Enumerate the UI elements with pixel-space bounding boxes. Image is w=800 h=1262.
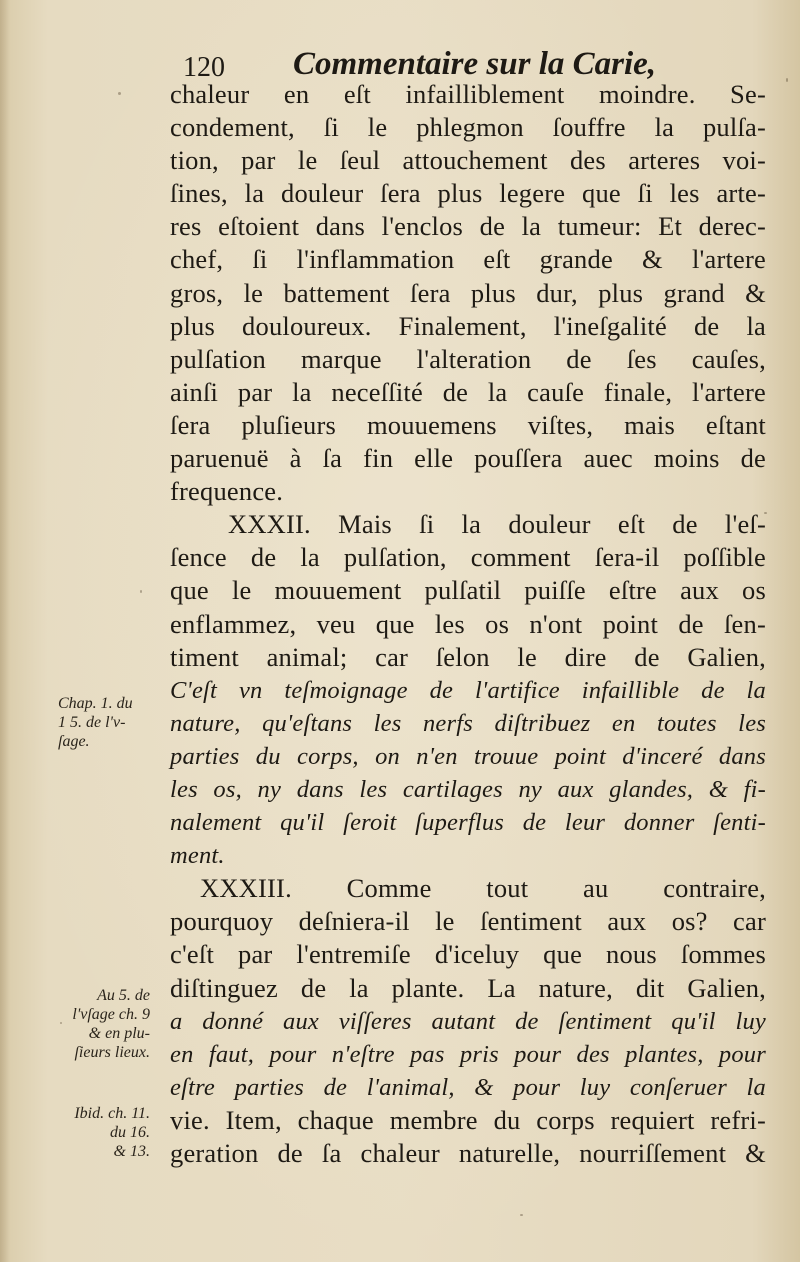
margin-note-line: Chap. 1. du bbox=[58, 695, 133, 712]
margin-note-usage-ch9 bbox=[40, 986, 150, 1062]
quotation-line: a donné aux viſſeres autant de ſentiment qu'il luy bbox=[170, 1007, 766, 1035]
margin-note-ibid bbox=[38, 1104, 150, 1161]
margin-note-galien-usage bbox=[58, 694, 133, 751]
page-number: 120 bbox=[183, 52, 225, 83]
text-line: frequence. bbox=[170, 476, 284, 507]
margin-note-line: Au 5. de bbox=[97, 987, 150, 1004]
text-line: ainſi par la neceſſité de la cauſe finale, l'artere bbox=[170, 376, 766, 407]
running-title: Commentaire sur la Carie, bbox=[293, 46, 657, 82]
quotation-line: ment. bbox=[170, 842, 225, 870]
text-line: plus douloureux. Finalement, l'ineſgalité de la bbox=[170, 310, 766, 341]
quotation-line: nature, qu'eſtans les nerfs diſtribuez en toutes les bbox=[170, 709, 766, 737]
margin-note-line: du 16. bbox=[110, 1124, 150, 1141]
margin-note-line: & 13. bbox=[113, 1143, 150, 1160]
margin-note-line: 1 5. de l'v- bbox=[58, 714, 126, 731]
paper-speck bbox=[520, 1214, 523, 1216]
text-line: vie. Item, chaque membre du corps requiert refri- bbox=[170, 1104, 766, 1135]
quotation-line: C'eſt vn teſmoignage de l'artifice infaillible de la bbox=[170, 676, 766, 704]
text-line: chaleur en eſt infailliblement moindre. Se- bbox=[170, 79, 766, 109]
text-line: gros, le battement ſera plus dur, plus grand & bbox=[170, 277, 766, 308]
quotation-line: nalement qu'il ſeroit ſuperflus de leur donner ſenti- bbox=[170, 809, 766, 837]
text-line: c'eſt par l'entremiſe d'iceluy que nous ſommes bbox=[170, 939, 766, 970]
text-line: geration de ſa chaleur naturelle, nourriſſement & bbox=[170, 1138, 766, 1168]
paper-speck bbox=[118, 92, 121, 95]
margin-note-line: Ibid. ch. 11. bbox=[74, 1105, 150, 1122]
quotation-line: parties du corps, on n'en trouue point d'inceré dans bbox=[170, 742, 766, 770]
text-line: chef, ſi l'inflammation eſt grande & l'artere bbox=[170, 244, 766, 275]
paper-speck bbox=[786, 78, 788, 82]
text-line: pourquoy deſniera-il le ſentiment aux os? car bbox=[170, 906, 766, 937]
text-line: ſence de la pulſation, comment ſera-il poſſible bbox=[170, 542, 766, 573]
text-line: timent animal; car ſelon le dire de Galien, bbox=[170, 641, 766, 672]
paper-speck bbox=[764, 512, 767, 514]
text-line: enflammez, veu que les os n'ont point de ſen- bbox=[170, 608, 766, 639]
quotation-line: les os, ny dans les cartilages ny aux glandes, & fi- bbox=[170, 775, 766, 803]
margin-note-line: ſage. bbox=[58, 733, 90, 750]
text-line: paruenuë à ſa fin elle pouſſera auec moins de bbox=[170, 443, 766, 474]
text-line: ſera pluſieurs mouuemens viſtes, mais eſtant bbox=[170, 409, 766, 440]
margin-note-line: & en plu- bbox=[88, 1025, 150, 1042]
text-line: que le mouuement pulſatil puiſſe eſtre aux os bbox=[170, 575, 766, 606]
text-line: diſtinguez de la plante. La nature, dit Galien, bbox=[170, 972, 766, 1003]
main-text-block bbox=[170, 78, 766, 1170]
text-line: tion, par le ſeul attouchement des arteres voi- bbox=[170, 145, 766, 176]
section-heading-line: XXXII. Mais ſi la douleur eſt de l'eſ- bbox=[228, 509, 766, 540]
quotation-line: eſtre parties de l'animal, & pour luy conſeruer la bbox=[170, 1073, 766, 1101]
margin-note-line: ſieurs lieux. bbox=[74, 1044, 150, 1061]
text-line: condement, ſi le phlegmon ſouffre la pulſa- bbox=[170, 112, 766, 143]
paper-speck bbox=[140, 590, 142, 593]
page-edge-shadow bbox=[0, 0, 10, 1262]
text-line: ſines, la douleur ſera plus legere que ſi les arte- bbox=[170, 178, 766, 209]
text-line: pulſation marque l'alteration de ſes cauſes, bbox=[170, 343, 766, 374]
text-line: res eſtoient dans l'enclos de la tumeur: Et derec- bbox=[170, 211, 766, 242]
paper-speck bbox=[60, 1022, 62, 1024]
margin-note-line: l'vſage ch. 9 bbox=[72, 1006, 150, 1023]
quotation-line: en faut, pour n'eſtre pas pris pour des plantes, pour bbox=[170, 1040, 766, 1068]
section-heading-line: XXXIII. Comme tout au contraire, bbox=[200, 873, 766, 904]
